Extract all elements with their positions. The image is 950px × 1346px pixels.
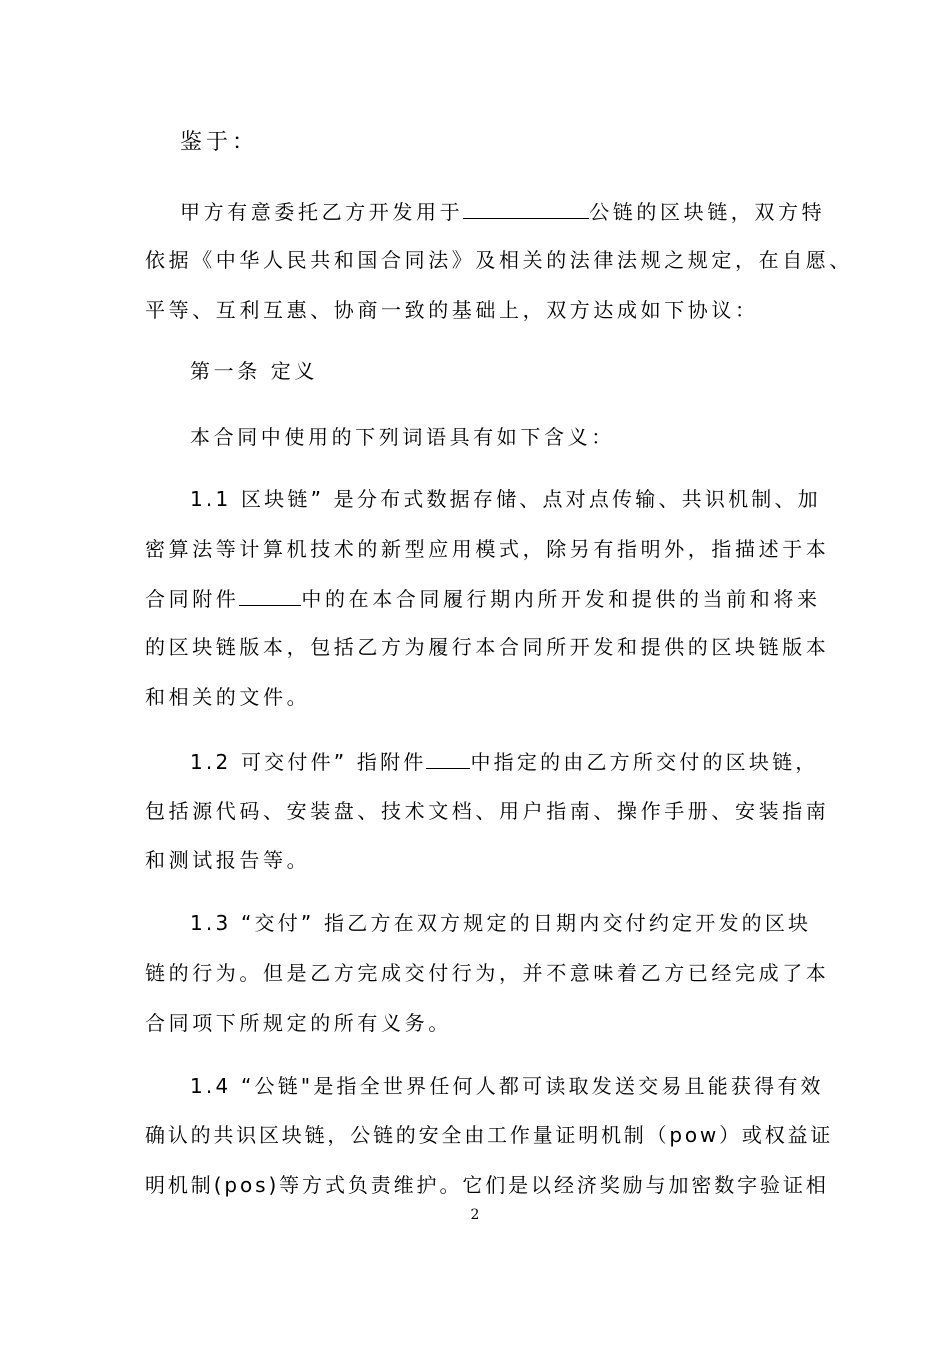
definition-1-4-line-3: 明机制(pos)等方式负责维护。它们是以经济奖励与加密数字验证相 (145, 1173, 829, 1197)
article-1-title: 第一条 定义 (190, 359, 318, 383)
blank-annex-1 (239, 585, 301, 606)
definition-1-3-line-1: 1.3 “交付” 指乙方在双方规定的日期内交付约定开发的区块 (190, 911, 812, 935)
whereas-heading: 鉴于： (180, 130, 259, 155)
definition-1-1-line-1: 1.1 区块链” 是分布式数据存储、点对点传输、共识机制、加 (190, 487, 821, 511)
article-1-intro: 本合同中使用的下列词语具有如下含义： (190, 425, 615, 449)
definition-1-1-line-2: 密算法等计算机技术的新型应用模式，除另有指明外，指描述于本 (145, 537, 830, 561)
paragraph-1-line-2: 依据《中华人民共和国合同法》及相关的法律法规之规定，在自愿、 (145, 248, 853, 272)
definition-1-2-text-b: 中指定的由乙方所交付的区块链， (470, 750, 819, 774)
definition-1-2-text-a: 1.2 可交付件” 指附件 (190, 750, 427, 774)
definition-1-1-line-4: 的区块链版本，包括乙方为履行本合同所开发和提供的区块链版本 (145, 635, 830, 659)
definition-1-1-text-a: 合同附件 (145, 587, 240, 611)
paragraph-1-text-a: 甲方有意委托乙方开发用于 (180, 200, 464, 224)
paragraph-1-text-b: 公链的区块链，双方特 (589, 200, 826, 224)
definition-1-3-line-3: 合同项下所规定的所有义务。 (145, 1011, 452, 1035)
definition-1-4-line-2: 确认的共识区块链，公链的安全由工作量证明机制（pow）或权益证 (145, 1123, 834, 1147)
definition-1-4-line-1: 1.4 “公链"是指全世界任何人都可读取发送交易且能获得有效 (190, 1074, 824, 1098)
paragraph-1-line-1 (180, 198, 825, 225)
definition-1-1-text-b: 中的在本合同履行期内所开发和提供的当前和将来 (301, 587, 821, 611)
definition-1-1-line-5: 和相关的文件。 (145, 685, 311, 709)
definition-1-2-line-3: 和测试报告等。 (145, 848, 311, 872)
blank-chain-name (463, 198, 589, 219)
definition-1-3-line-2: 链的行为。但是乙方完成交付行为，并不意味着乙方已经完成了本 (145, 961, 830, 985)
definition-1-2-line-2: 包括源代码、安装盘、技术文档、用户指南、操作手册、安装指南 (145, 799, 830, 823)
definition-1-2-line-1 (190, 748, 818, 775)
page-number: 2 (470, 1207, 480, 1223)
definition-1-1-line-3 (145, 585, 821, 612)
blank-annex-2 (426, 748, 470, 769)
paragraph-1-line-3: 平等、互利互惠、协商一致的基础上，双方达成如下协议： (145, 298, 759, 322)
